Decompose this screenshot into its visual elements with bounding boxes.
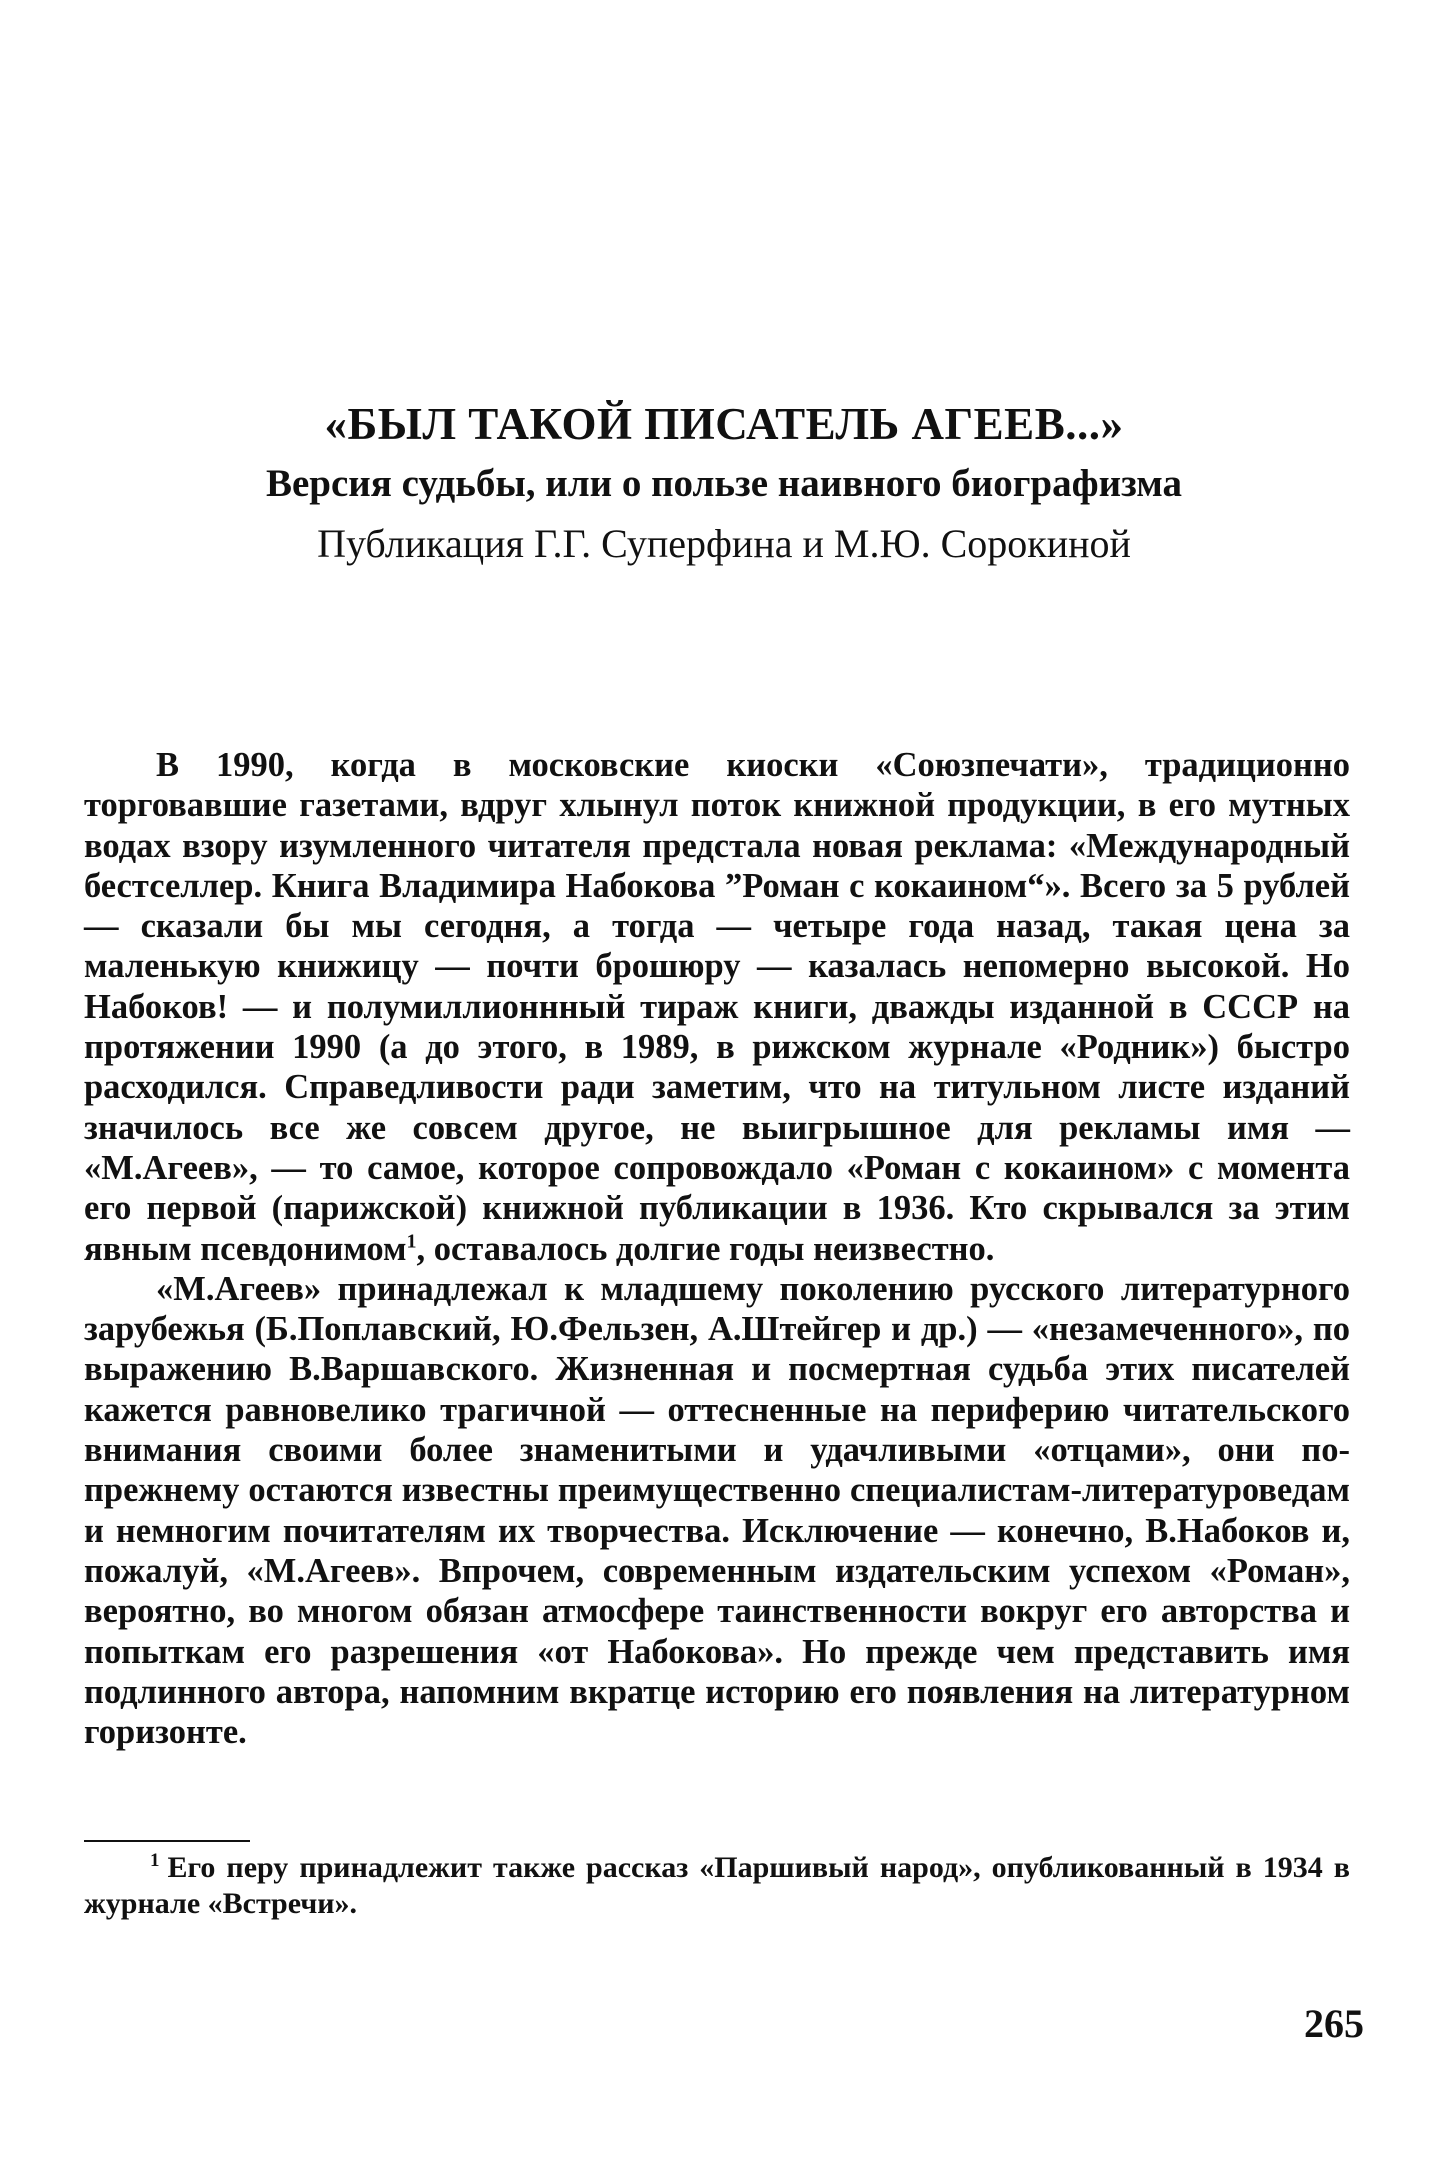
- article-subtitle: Версия судьбы, или о пользе наивного биографизма: [265, 462, 1182, 505]
- article-body: [84, 745, 1350, 1752]
- publication-credit: Публикация Г.Г. Суперфина и М.Ю. Сорокиной: [317, 521, 1131, 566]
- page-number: 265: [1304, 2001, 1364, 2046]
- footnote: [84, 1850, 1350, 1922]
- footnote-divider: [84, 1840, 250, 1842]
- paragraph-1: [84, 745, 1350, 1269]
- paragraph-2: «М.Агеев» принадлежал к младшему поколению русского литературного зарубежья (Б.Поплавский, Ю.Фельзен, А.Штейгер и др.) — «незамеченного», по выражению В.Варшавского. Жизненная и посмертная судьба этих писателей кажется равновелико трагичной — оттесненные на периферию читательского внимания своими более знаменитыми и удачливыми «отцами», они по-прежнему остаются известны преимущественно специалистам-литературоведам и немногим почитателям их творчества. Исключение — конечно, В.Набоков и, пожалуй, «М.Агеев». Впрочем, современным издательским успехом «Роман», вероятно, во многом обязан атмосфере таинственности вокруг его авторства и попыткам его разрешения «от Набокова». Но прежде чем представить имя подлинного автора, напомним вкратце историю его появления на литературном горизонте.: [84, 1269, 1350, 1752]
- footnote-text: Его перу принадлежит также рассказ «Паршивый народ», опубликованный в 1934 в журнале «Встречи».: [84, 1851, 1350, 1920]
- footnote-mark: 1: [150, 1850, 160, 1871]
- footnote-reference: 1: [406, 1230, 417, 1253]
- paragraph-1-text-a: В 1990, когда в московские киоски «Союзпечати», традиционно торговавшие газетами, вдруг хлынул поток книжной продукции, в его мутных водах взору изумленного читателя предстала новая реклама: «Международный бестселлер. Книга Владимира Набокова ”Роман с кокаином“». Всего за 5 рублей — сказали бы мы сегодня, а тогда — четыре года назад, такая цена за маленькую книжицу — почти брошюру — казалась непомерно высокой. Но Набоков! — и полумиллионнный тираж книги, дважды изданной в СССР на протяжении 1990 (а до этого, в 1989, в рижском журнале «Родник») быстро расходился. Справедливости ради заметим, что на титульном листе изданий значилось все же совсем другое, не выигрышное для рекламы имя — «М.Агеев», — то самое, которое сопровождало «Роман с кокаином» с момента его первой (парижской) книжной публикации в 1936. Кто скрывался за этим явным псевдонимом: [84, 746, 1350, 1268]
- paragraph-1-text-b: , оставалось долгие годы неизвестно.: [416, 1229, 995, 1268]
- article-title: «БЫЛ ТАКОЙ ПИСАТЕЛЬ АГЕЕВ...»: [324, 399, 1124, 449]
